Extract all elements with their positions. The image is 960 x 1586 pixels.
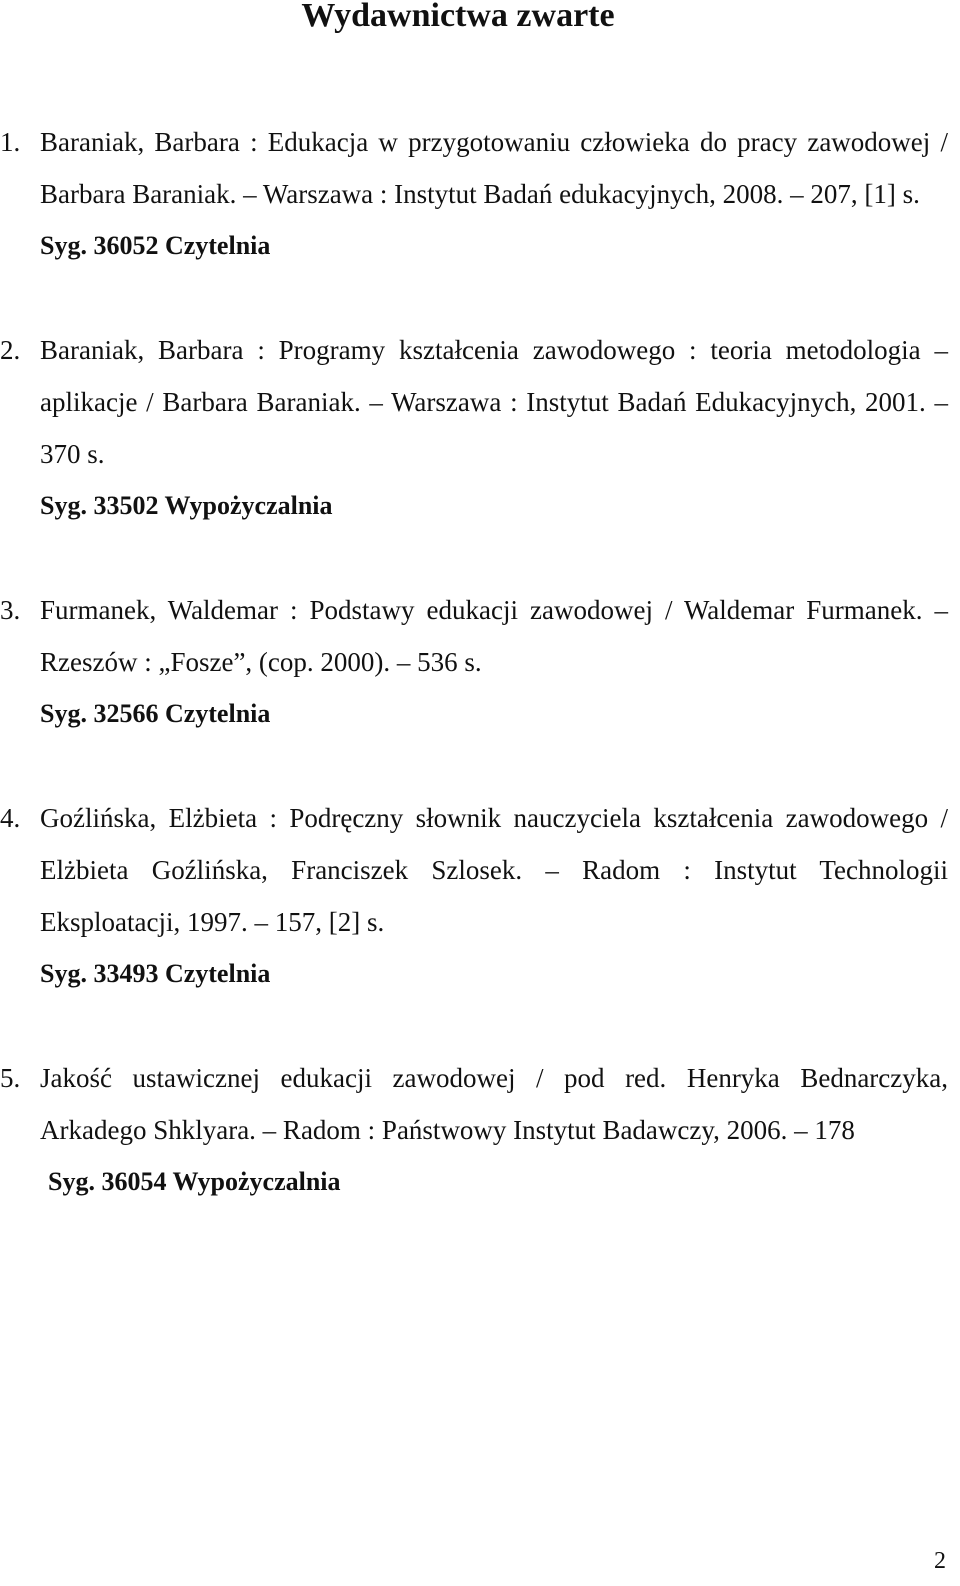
- entry-description: Baraniak, Barbara : Edukacja w przygotowaniu człowieka do pracy zawodowej / Barbara Baraniak. – Warszawa : Instytut Badań edukacyjnych, 2008. – 207, [1] s.: [40, 127, 948, 209]
- entry-number: 1.: [0, 127, 21, 157]
- page-title: Wydawnictwa zwarte: [301, 0, 615, 34]
- entry-number: 3.: [0, 595, 21, 625]
- bibliography-entry: [0, 584, 960, 740]
- entry-description: Baraniak, Barbara : Programy kształcenia zawodowego : teoria metodologia – aplikacje / Barbara Baraniak. – Warszawa : Instytut Badań Edukacyjnych, 2001. – 370 s.: [40, 335, 948, 469]
- entry-description: Jakość ustawicznej edukacji zawodowej / pod red. Henryka Bednarczyka, Arkadego Shklyara. – Radom : Państwowy Instytut Badawczy, 2006. – 178: [40, 1063, 948, 1145]
- bibliography-entry: [0, 1052, 960, 1208]
- bibliography-entry: [0, 792, 960, 1000]
- page-number: 2: [934, 1548, 946, 1574]
- entry-signature: Syg. 33502 Wypożyczalnia: [40, 491, 333, 520]
- bibliography-list: [0, 116, 960, 1208]
- entry-number: 5.: [0, 1063, 21, 1093]
- entry-description: Furmanek, Waldemar : Podstawy edukacji zawodowej / Waldemar Furmanek. – Rzeszów : „Fosze”, (cop. 2000). – 536 s.: [40, 595, 948, 677]
- entry-signature: Syg. 36054 Wypożyczalnia: [48, 1167, 341, 1196]
- entry-signature: Syg. 36052 Czytelnia: [40, 231, 271, 260]
- entry-signature: Syg. 32566 Czytelnia: [40, 699, 271, 728]
- entry-number: 2.: [0, 335, 21, 365]
- entry-number: 4.: [0, 803, 21, 833]
- entry-description: Goźlińska, Elżbieta : Podręczny słownik nauczyciela kształcenia zawodowego / Elżbieta Goźlińska, Franciszek Szlosek. – Radom : Instytut Technologii Eksploatacji, 1997. – 157, [2] s.: [40, 803, 948, 937]
- entry-signature: Syg. 33493 Czytelnia: [40, 959, 271, 988]
- bibliography-entry: [0, 324, 960, 532]
- bibliography-entry: [0, 116, 960, 272]
